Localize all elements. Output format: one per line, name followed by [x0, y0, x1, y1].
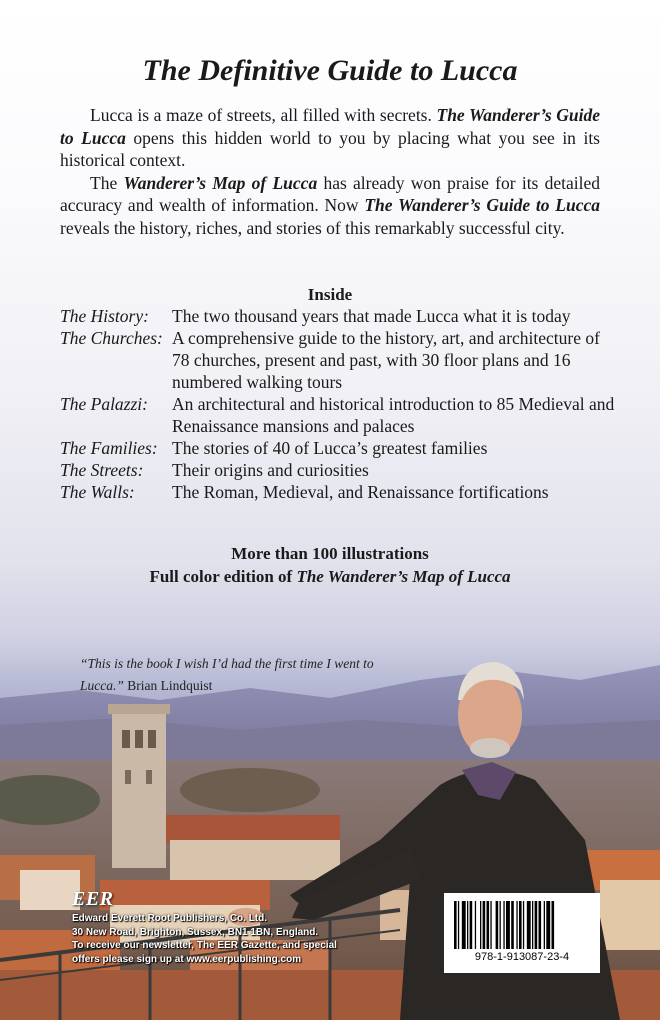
contents-term: The History: — [60, 306, 149, 326]
quote-text: “This is the book I wish I’d had the first time I went to Lucca.” — [80, 656, 374, 693]
contents-item — [60, 481, 620, 503]
intro-paragraph — [60, 104, 600, 172]
contents-item — [60, 437, 620, 459]
contents-term: The Families: — [60, 438, 158, 458]
barcode-bar — [490, 901, 491, 949]
barcode-bar — [462, 901, 466, 949]
barcode-bar — [519, 901, 522, 949]
barcode-bar — [500, 901, 501, 949]
contents-description: An architectural and historical introduction to 85 Medieval and Renaissance mansions and palaces — [172, 394, 615, 436]
contents-description: A comprehensive guide to the history, art, and architecture of 78 churches, present and past, with 30 floor plans and 16 numbered walking tours — [172, 328, 600, 392]
barcode-bar — [496, 901, 499, 949]
intro-text-span: has already won praise for its detailed accuracy and wealth of information. Now — [60, 172, 601, 215]
contents-term: The Walls: — [60, 482, 135, 502]
barcode-bar — [546, 901, 550, 949]
barcode-bar — [470, 901, 473, 949]
barcode-bar — [527, 901, 531, 949]
extras-text-span: Full color edition of — [149, 567, 297, 586]
contents-item — [60, 393, 620, 437]
barcode-bar — [487, 901, 490, 949]
publisher-name: Edward Everett Root Publishers, Co. Ltd. — [72, 913, 268, 924]
contents-description: The stories of 40 of Lucca’s greatest families — [172, 438, 488, 458]
map-title-ref: Wanderer’s Map of Lucca — [123, 172, 318, 193]
book-title-ref: The Wanderer’s Guide to Lucca — [60, 105, 601, 148]
barcode — [444, 893, 600, 973]
publisher-logo: EER — [72, 888, 114, 910]
contents-description: The Roman, Medieval, and Renaissance fortifications — [172, 482, 549, 502]
contents-description: The two thousand years that made Lucca what it is today — [172, 306, 571, 326]
barcode-bar — [454, 901, 457, 949]
intro-text-span: Lucca is a maze of streets, all filled with secrets. — [90, 105, 437, 125]
extras-block — [0, 542, 660, 588]
intro-paragraph — [60, 172, 600, 240]
barcode-bar — [503, 901, 504, 949]
publisher-info — [72, 912, 412, 966]
quote-author: Brian Lindquist — [127, 678, 213, 693]
contents-description: Their origins and curiosities — [172, 460, 369, 480]
barcode-bar — [483, 901, 486, 949]
contents-term: The Churches: — [60, 328, 163, 348]
isbn-number: 978-1-913087-23-4 — [474, 951, 570, 963]
contents-item — [60, 305, 620, 327]
intro-text — [60, 104, 600, 239]
inside-heading: Inside — [307, 285, 353, 304]
intro-text-span: The — [90, 172, 124, 193]
barcode-bar — [475, 901, 476, 949]
illustrations-line: More than 100 illustrations — [231, 544, 429, 563]
barcode-bar — [467, 901, 468, 949]
newsletter-line: offers please sign up at www.eerpublishing.com — [72, 953, 302, 965]
contents-term: The Palazzi: — [60, 394, 148, 414]
barcode-bar — [523, 901, 524, 949]
contents-item — [60, 327, 620, 393]
contents-list — [60, 305, 620, 503]
intro-text-span: reveals the history, riches, and stories of this remarkably successful city. — [60, 217, 565, 238]
barcode-bar — [480, 901, 481, 949]
contents-item — [60, 459, 620, 481]
testimonial-quote — [80, 653, 380, 697]
barcode-bar — [539, 901, 542, 949]
map-title-ref: The Wanderer’s Map of Lucca — [296, 567, 511, 586]
barcode-bar — [458, 901, 459, 949]
barcode-bar — [532, 901, 533, 949]
barcode-bars — [454, 901, 590, 949]
barcode-bar — [552, 901, 555, 949]
page-title: The Definitive Guide to Lucca — [142, 54, 518, 87]
map-edition-line — [0, 565, 660, 588]
newsletter-line: To receive our newsletter, The EER Gazette, and special — [72, 940, 337, 951]
barcode-bar — [511, 901, 514, 949]
barcode-bar — [544, 901, 545, 949]
barcode-bar — [506, 901, 510, 949]
publisher-address: 30 New Road, Brighton, Sussex, BN1 1BN, England. — [72, 926, 319, 938]
barcode-bar — [516, 901, 517, 949]
book-title-ref: The Wanderer’s Guide to Lucca — [364, 195, 600, 215]
intro-text-span: opens this hidden world to you by placing what you see in its historical context. — [60, 127, 600, 170]
barcode-bar — [535, 901, 538, 949]
contents-term: The Streets: — [60, 460, 144, 480]
